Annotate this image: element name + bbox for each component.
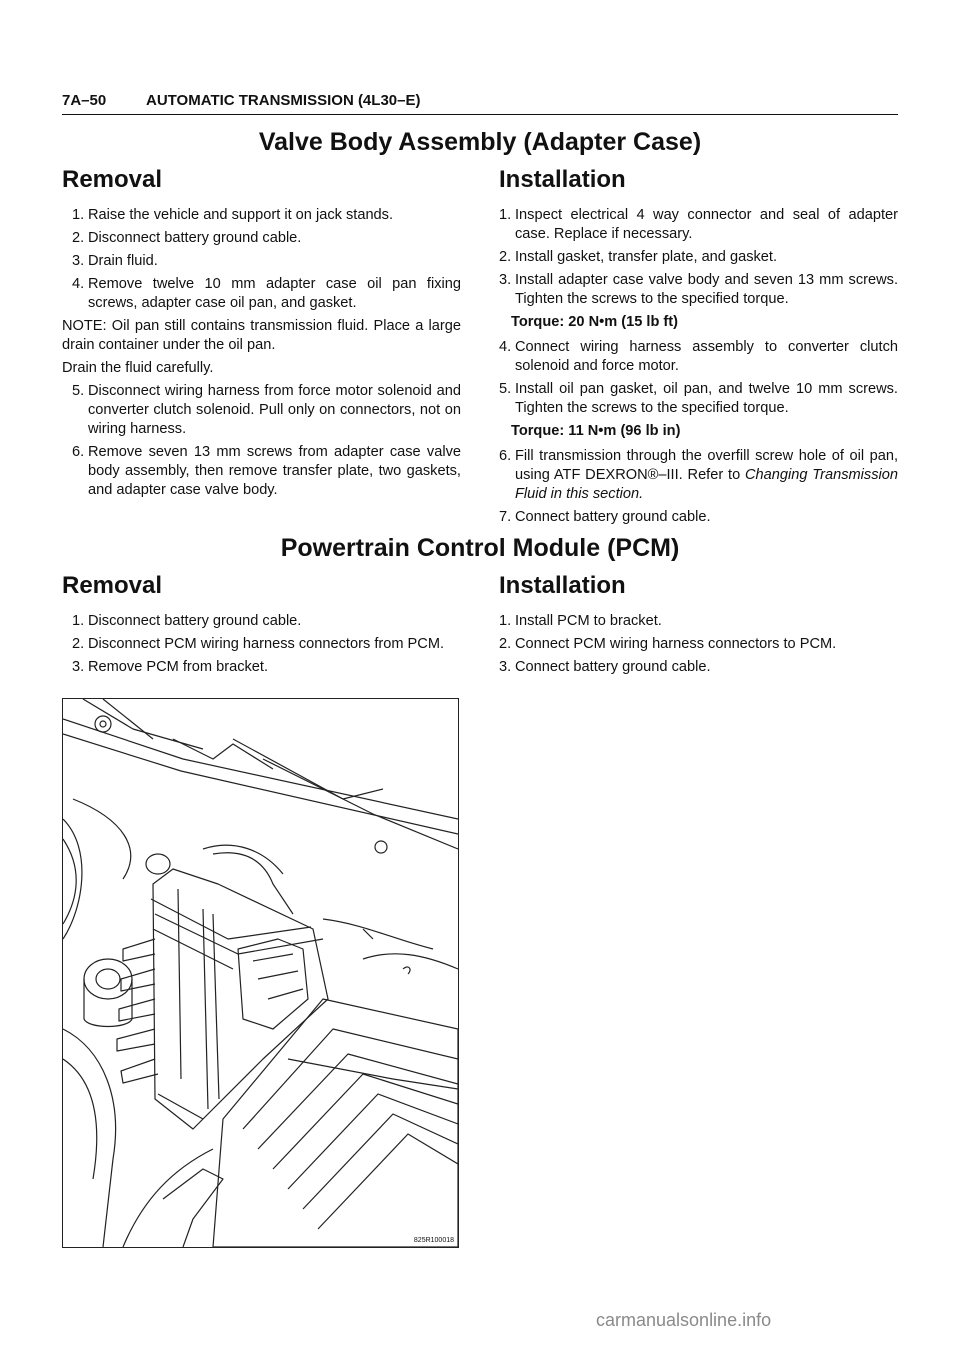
- removal-heading: Removal: [62, 572, 163, 599]
- list-item: 3. Drain fluid.: [72, 253, 158, 269]
- pcm-installation: [499, 572, 898, 681]
- list-item: 2. Connect PCM wiring harness connectors to PCM.: [499, 636, 837, 652]
- list-item: 3. Connect battery ground cable.: [499, 659, 711, 675]
- list-item: 4. Connect wiring harness assembly to converter clutch solenoid and force motor.: [499, 339, 898, 374]
- list-item: 2. Disconnect PCM wiring harness connectors from PCM.: [72, 636, 445, 652]
- section-title-valve-body: Valve Body Assembly (Adapter Case): [258, 128, 702, 156]
- list-item: 5. Install oil pan gasket, oil pan, and twelve 10 mm screws. Tighten the screws to the specified torque.: [499, 381, 898, 416]
- valve-body-removal: [62, 166, 461, 504]
- note-paragraph: NOTE: Oil pan still contains transmission fluid. Place a large drain container under the oil pan.: [62, 318, 461, 353]
- installation-heading: Installation: [499, 572, 626, 599]
- list-item: 1. Inspect electrical 4 way connector and seal of adapter case. Replace if necessary.: [499, 207, 898, 242]
- list-item: 4. Remove twelve 10 mm adapter case oil pan fixing screws, adapter case oil pan, and gasket.: [72, 276, 461, 311]
- torque-spec: Torque: 11 N•m (96 lb in): [511, 423, 681, 439]
- pcm-location-illustration: [62, 698, 459, 1248]
- list-item: 6. Remove seven 13 mm screws from adapter case valve body assembly, then remove transfer plate, two gaskets, and adapter case valve body.: [72, 444, 461, 498]
- figure-id: 825R100018: [413, 1237, 454, 1244]
- list-item: 2. Install gasket, transfer plate, and gasket.: [499, 249, 778, 265]
- header-rule: [62, 114, 898, 115]
- list-item: 5. Disconnect wiring harness from force motor solenoid and converter clutch solenoid. Pull only on connectors, not on wiring harness.: [72, 383, 461, 437]
- torque-spec: Torque: 20 N•m (15 lb ft): [511, 314, 679, 330]
- pcm-removal: [62, 572, 461, 681]
- list-item: 1. Disconnect battery ground cable.: [72, 613, 302, 629]
- watermark: carmanualsonline.info: [596, 1310, 772, 1330]
- valve-body-installation: [499, 166, 898, 531]
- list-item: 6. Fill transmission through the overfill screw hole of oil pan, using ATF DEXRON®–III. Refer to Changing Transmission Fluid in this section.: [499, 448, 898, 502]
- list-item: 2. Disconnect battery ground cable.: [72, 230, 302, 246]
- pcm-line-drawing: [63, 699, 458, 1247]
- cross-reference: Changing Transmission Fluid in this section.: [515, 467, 898, 502]
- manual-chapter-title: AUTOMATIC TRANSMISSION (4L30–E): [146, 92, 421, 109]
- list-item: 3. Install adapter case valve body and seven 13 mm screws. Tighten the screws to the specified torque.: [499, 272, 898, 307]
- note-paragraph-2: Drain the fluid carefully.: [62, 360, 214, 376]
- installation-heading: Installation: [499, 166, 626, 193]
- section-title-pcm: Powertrain Control Module (PCM): [280, 534, 680, 562]
- list-item: 3. Remove PCM from bracket.: [72, 659, 269, 675]
- list-item: 1. Raise the vehicle and support it on jack stands.: [72, 207, 394, 223]
- page-header: [62, 92, 898, 116]
- list-item: 1. Install PCM to bracket.: [499, 613, 662, 629]
- page-number: 7A–50: [62, 92, 107, 109]
- list-item: 7. Connect battery ground cable.: [499, 509, 711, 525]
- removal-heading: Removal: [62, 166, 163, 193]
